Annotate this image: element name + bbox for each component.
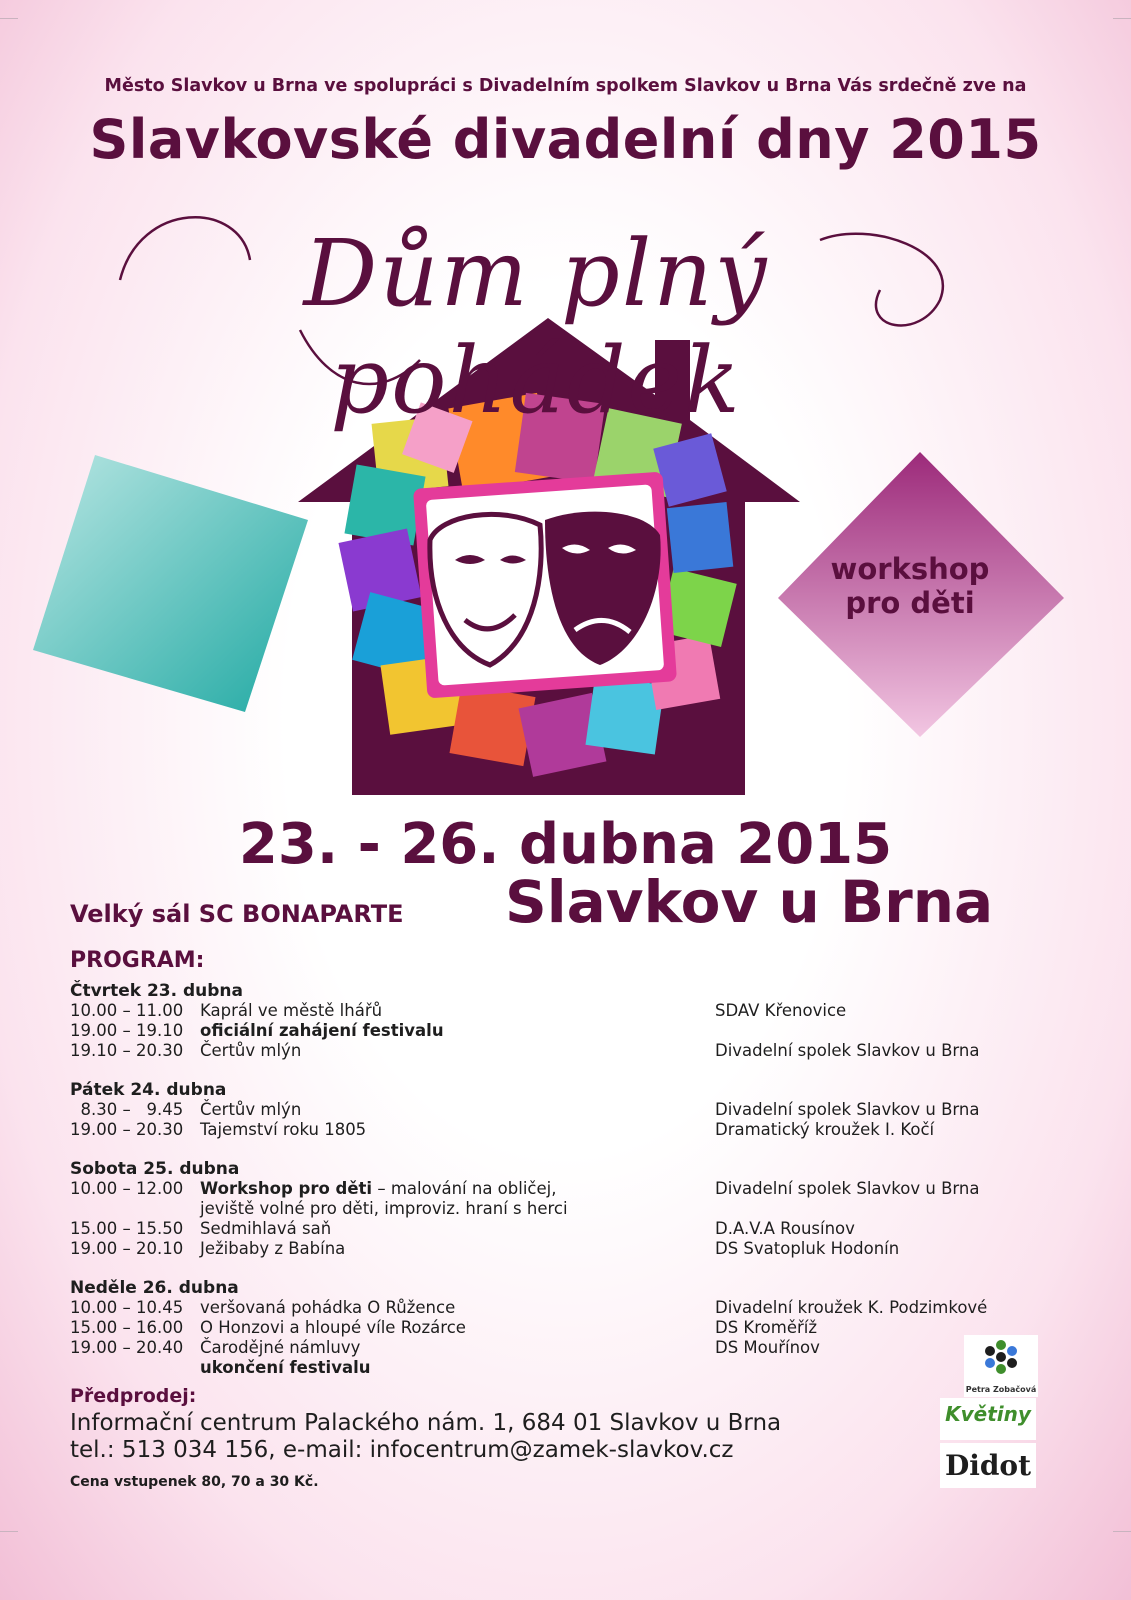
- program-row: [70, 1338, 1050, 1358]
- program-group: D.A.V.A Rousínov: [715, 1219, 855, 1238]
- program-time: 15.00 – 16.00: [70, 1318, 184, 1337]
- program-group: Divadelní spolek Slavkov u Brna: [715, 1179, 980, 1198]
- program-event: jeviště volné pro děti, improviz. hraní s herci: [200, 1199, 568, 1218]
- program-event: [200, 1021, 715, 1041]
- teal-square-shape: [33, 455, 308, 712]
- program-row: [70, 1041, 1050, 1061]
- program-time: [70, 1358, 200, 1378]
- program-time: 10.00 – 11.00: [70, 1001, 184, 1020]
- presale-contact[interactable]: tel.: 513 034 156, e-mail: infocentrum@zamek-slavkov.cz: [70, 1437, 734, 1463]
- program-list: [70, 981, 1050, 1397]
- day-title: Sobota 25. dubna: [70, 1159, 240, 1179]
- program-row: [70, 1001, 1050, 1021]
- program-row: [70, 1318, 1050, 1338]
- program-row: [70, 1120, 1050, 1140]
- program-event-rest: – malování na obličej,: [372, 1179, 557, 1198]
- program-group: Dramatický kroužek I. Kočí: [715, 1120, 935, 1139]
- program-row: [70, 1021, 1050, 1041]
- didot-logo: [940, 1443, 1036, 1488]
- program-group: Divadelní kroužek K. Podzimkové: [715, 1298, 988, 1317]
- script-subtitle: Dům plný pohádek: [303, 220, 769, 434]
- program-row: [70, 1298, 1050, 1318]
- presale-label: Předprodej:: [70, 1385, 197, 1407]
- florist-name: Petra Zobačová: [965, 1385, 1037, 1394]
- day-title: Čtvrtek 23. dubna: [70, 981, 243, 1001]
- program-time: 19.00 – 19.10: [70, 1021, 184, 1040]
- program-event: Čarodějné námluvy: [200, 1338, 361, 1357]
- program-event: Čertův mlýn: [200, 1041, 302, 1060]
- program-event-bold: Workshop pro děti: [200, 1179, 373, 1198]
- program-day: [70, 1080, 1050, 1140]
- day-title: Neděle 26. dubna: [70, 1278, 239, 1298]
- program-group: SDAV Křenovice: [715, 1001, 847, 1020]
- crop-mark-bottom-left: [0, 1531, 18, 1550]
- program-event: veršovaná pohádka O Růžence: [200, 1298, 456, 1317]
- program-row: [70, 1358, 1050, 1378]
- workshop-badge-line1: workshop: [830, 552, 990, 586]
- program-time: 19.00 – 20.30: [70, 1120, 184, 1139]
- program-day: [70, 1159, 1050, 1259]
- festival-title: Slavkovské divadelní dny 2015: [89, 108, 1042, 171]
- crop-mark-bottom-right: [1113, 1531, 1131, 1550]
- program-time: 19.00 – 20.40: [70, 1338, 184, 1357]
- program-group: Divadelní spolek Slavkov u Brna: [715, 1041, 980, 1060]
- program-event-bold: ukončení festivalu: [200, 1358, 371, 1377]
- program-row: [70, 1219, 1050, 1239]
- program-time: 19.00 – 20.10: [70, 1239, 184, 1258]
- ticket-prices: Cena vstupenek 80, 70 a 30 Kč.: [70, 1474, 319, 1490]
- kvetiny-name: Květiny: [945, 1402, 1031, 1426]
- program-event: Kaprál ve městě lhářů: [200, 1001, 383, 1020]
- program-time: 10.00 – 12.00: [70, 1179, 184, 1198]
- program-day: [70, 1278, 1050, 1378]
- program-row: [70, 1100, 1050, 1120]
- program-group: Divadelní spolek Slavkov u Brna: [715, 1100, 980, 1119]
- program-time: 10.00 – 10.45: [70, 1298, 184, 1317]
- day-title: Pátek 24. dubna: [70, 1080, 227, 1100]
- program-day: [70, 981, 1050, 1061]
- program-group: [715, 1021, 1035, 1041]
- program-heading: PROGRAM:: [70, 948, 205, 973]
- program-time: 19.10 – 20.30: [70, 1041, 184, 1060]
- program-event: [200, 1358, 715, 1378]
- workshop-badge-line2: pro děti: [845, 586, 975, 620]
- program-event: Tajemství roku 1805: [200, 1120, 367, 1139]
- florist-logo: [964, 1335, 1038, 1397]
- venue-town: Slavkov u Brna: [505, 868, 994, 936]
- festival-dates: 23. - 26. dubna 2015: [238, 812, 893, 877]
- program-group: DS Mouřínov: [715, 1338, 820, 1357]
- program-group: DS Svatopluk Hodonín: [715, 1239, 900, 1258]
- program-event: O Honzovi a hloupé víle Rozárce: [200, 1318, 466, 1337]
- program-row: [70, 1239, 1050, 1259]
- program-event: Ježibaby z Babína: [200, 1239, 346, 1258]
- workshop-badge: [790, 552, 1030, 620]
- didot-name: Didot: [944, 1449, 1032, 1482]
- presale-address: Informační centrum Palackého nám. 1, 684 01 Slavkov u Brna: [70, 1410, 782, 1436]
- program-event: [200, 1179, 715, 1199]
- program-row: [70, 1179, 1050, 1199]
- flower-icon: [964, 1335, 1038, 1380]
- program-time: 15.00 – 15.50: [70, 1219, 184, 1238]
- program-event: Čertův mlýn: [200, 1100, 302, 1119]
- program-time: [70, 1199, 200, 1219]
- venue-hall: Velký sál SC BONAPARTE: [70, 900, 404, 928]
- program-group: DS Kroměříž: [715, 1318, 818, 1337]
- program-time: 8.30 – 9.45: [70, 1100, 184, 1119]
- program-event: Sedmihlavá saň: [200, 1219, 332, 1238]
- program-row: [70, 1199, 1050, 1219]
- kvetiny-logo: [940, 1398, 1036, 1440]
- program-event-bold: oficiální zahájení festivalu: [200, 1021, 444, 1040]
- program-group: [715, 1199, 1035, 1219]
- intro-text: Město Slavkov u Brna ve spolupráci s Divadelním spolkem Slavkov u Brna Vás srdečně zve na: [104, 76, 1027, 96]
